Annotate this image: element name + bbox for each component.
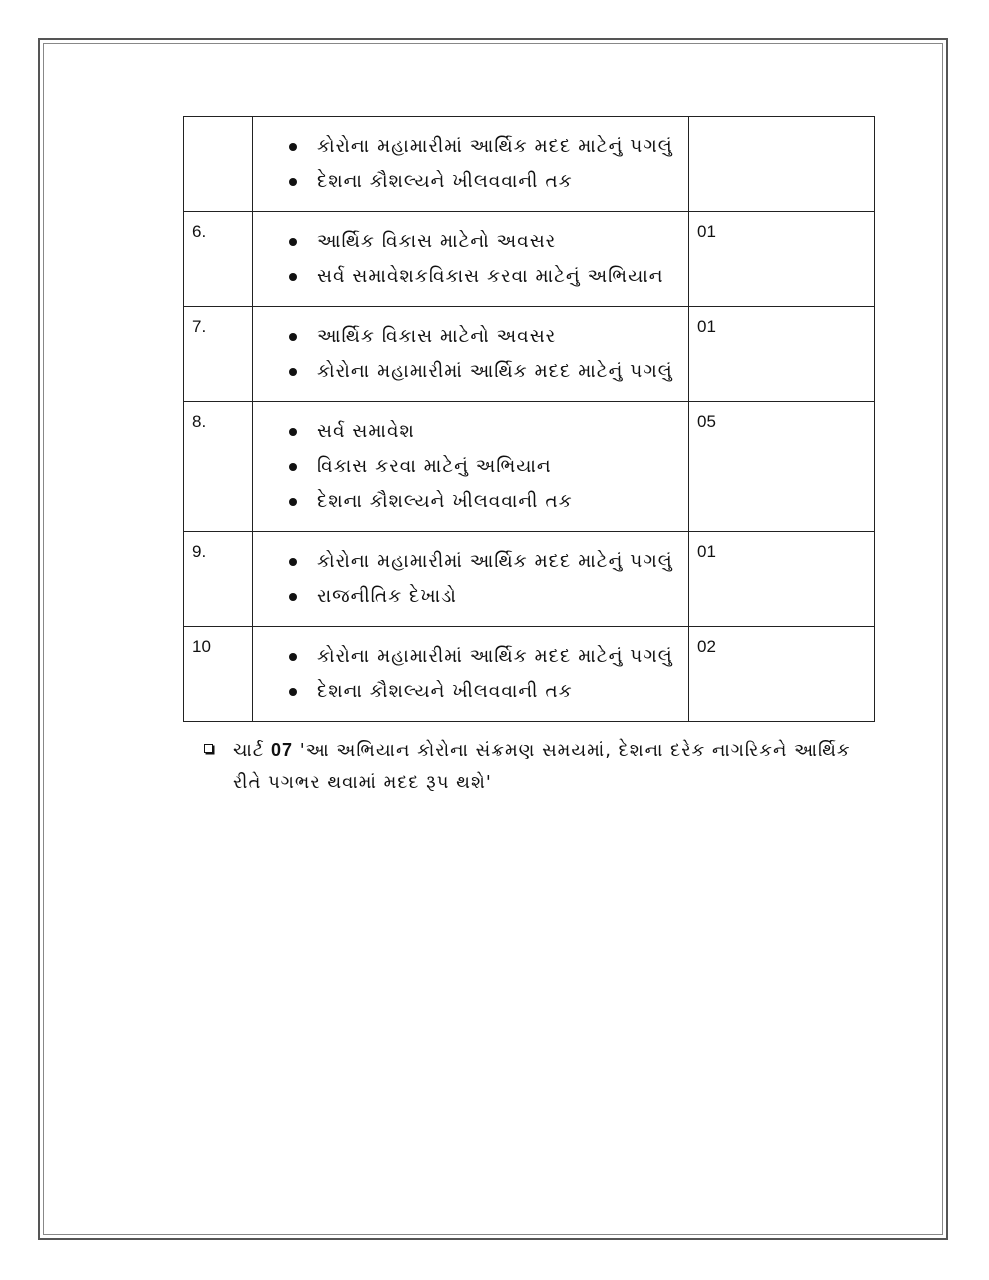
options-list (253, 402, 688, 531)
response-count (689, 117, 875, 212)
bullet-icon (289, 368, 297, 376)
bullet-icon (289, 593, 297, 601)
option-text: દેશના કૌશલ્યને ખીલવવાની તક (317, 171, 573, 192)
chart-caption-prefix: ચાર્ટ (233, 740, 265, 761)
list-item (289, 579, 688, 614)
bullet-icon (289, 463, 297, 471)
options-cell (253, 117, 689, 212)
row-number: 6. (184, 212, 253, 307)
option-text: કોરોના મહામારીમાં આર્થિક મદદ માટેનું પગલું (317, 551, 673, 572)
options-list (253, 627, 688, 721)
option-text: રાજનીતિક દેખાડો (317, 586, 457, 607)
chart-caption-quote: 'આ અભિયાન કોરોના સંક્રમણ સમયમાં, દેશના દરેક નાગરિકને આર્થિક રીતે પગભર થવામાં મદદ રૂપ થશે' (233, 740, 851, 793)
bullet-icon (289, 143, 297, 151)
table-row (184, 402, 875, 532)
response-count: 01 (689, 532, 875, 627)
option-text: કોરોના મહામારીમાં આર્થિક મદદ માટેનું પગલું (317, 646, 673, 667)
response-count: 01 (689, 212, 875, 307)
options-cell (253, 307, 689, 402)
option-text: સર્વ સમાવેશકવિકાસ કરવા માટેનું અભિયાન (317, 266, 664, 287)
chart-number: 07 (271, 740, 294, 760)
list-item (289, 354, 688, 389)
row-number: 7. (184, 307, 253, 402)
row-number: 9. (184, 532, 253, 627)
bullet-icon (289, 688, 297, 696)
chart-caption-note (204, 734, 884, 799)
table-row (184, 307, 875, 402)
row-number: 8. (184, 402, 253, 532)
options-cell (253, 212, 689, 307)
table-row (184, 117, 875, 212)
options-list (253, 117, 688, 211)
table-row (184, 212, 875, 307)
list-item (289, 414, 688, 449)
list-item (289, 224, 688, 259)
response-count: 05 (689, 402, 875, 532)
list-item (289, 164, 688, 199)
bullet-icon (289, 498, 297, 506)
options-list (253, 212, 688, 306)
row-number: 10 (184, 627, 253, 722)
list-item (289, 674, 688, 709)
bullet-icon (289, 653, 297, 661)
list-item (289, 484, 688, 519)
option-text: આર્થિક વિકાસ માટેનો અવસર (317, 326, 557, 347)
table-row (184, 532, 875, 627)
option-text: સર્વ સમાવેશ (317, 421, 415, 442)
option-text: દેશના કૌશલ્યને ખીલવવાની તક (317, 491, 573, 512)
bullet-icon (289, 178, 297, 186)
bullet-icon (289, 273, 297, 281)
options-list (253, 307, 688, 401)
table-row (184, 627, 875, 722)
bullet-icon (289, 428, 297, 436)
list-item (289, 639, 688, 674)
option-text: દેશના કૌશલ્યને ખીલવવાની તક (317, 681, 573, 702)
chart-caption-text (233, 734, 884, 799)
list-item (289, 259, 688, 294)
option-text: કોરોના મહામારીમાં આર્થિક મદદ માટેનું પગલું (317, 136, 673, 157)
list-item (289, 129, 688, 164)
options-cell (253, 402, 689, 532)
options-cell (253, 627, 689, 722)
options-cell (253, 532, 689, 627)
bullet-icon (289, 558, 297, 566)
list-item (289, 319, 688, 354)
option-text: વિકાસ કરવા માટેનું અભિયાન (317, 456, 552, 477)
option-text: આર્થિક વિકાસ માટેનો અવસર (317, 231, 557, 252)
survey-response-table (183, 116, 875, 722)
list-item (289, 449, 688, 484)
response-count: 01 (689, 307, 875, 402)
options-list (253, 532, 688, 626)
list-item (289, 544, 688, 579)
row-number (184, 117, 253, 212)
option-text: કોરોના મહામારીમાં આર્થિક મદદ માટેનું પગલું (317, 361, 673, 382)
bullet-icon (289, 238, 297, 246)
bullet-icon (289, 333, 297, 341)
response-count: 02 (689, 627, 875, 722)
checkbox-bullet-icon (204, 744, 213, 753)
